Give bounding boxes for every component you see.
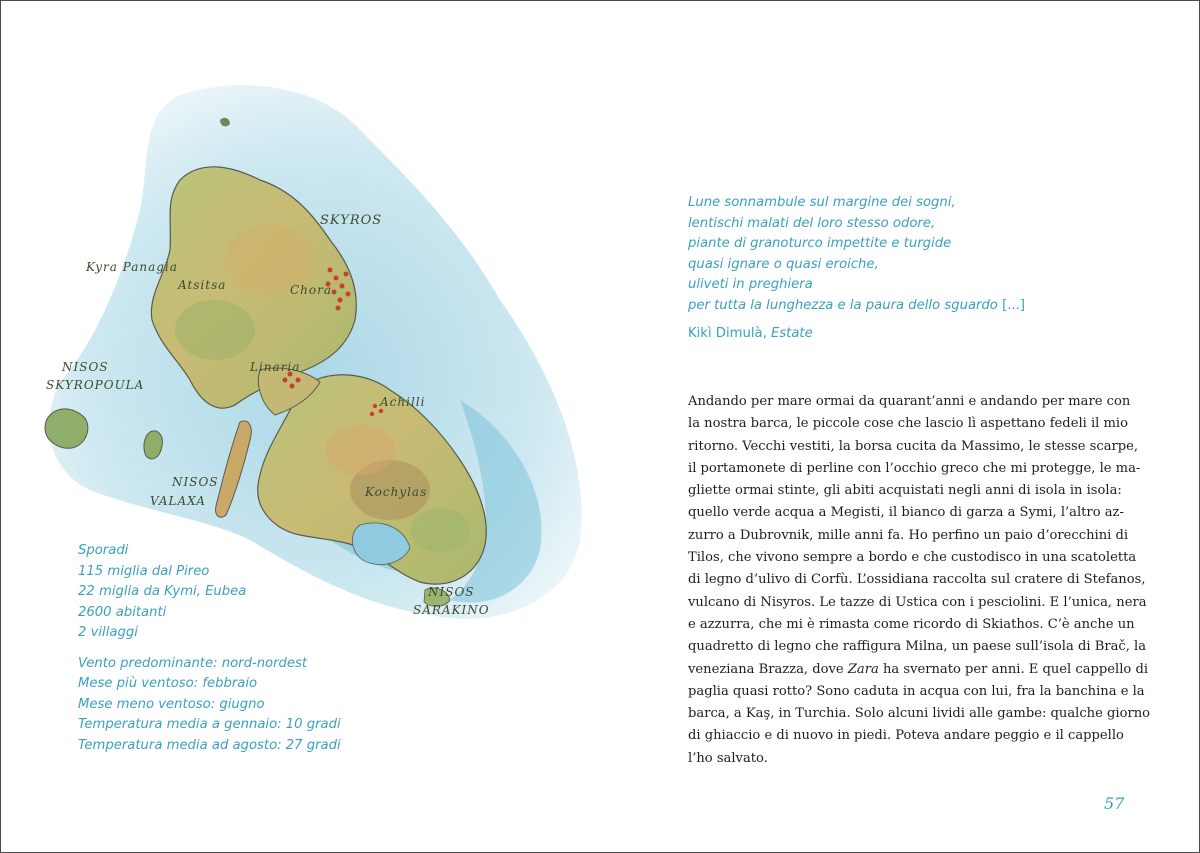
island-skyropoula [45, 409, 88, 448]
map-label-nisos-valaxa-2: VALAXA [150, 494, 206, 508]
poem-line: uliveti in preghiera [688, 277, 813, 293]
fact-line: 22 miglia da Kymi, Eubea [78, 584, 247, 599]
fact-line: Mese più ventoso: febbraio [78, 676, 258, 691]
map-label-chora: Chora [290, 283, 333, 297]
boat-name: Zara [847, 661, 879, 677]
body-line: Tilos, che vivono sempre a bordo e che custodisco in una scatoletta [688, 550, 1137, 566]
poem-line: lentischi malati del loro stesso odore, [688, 215, 936, 231]
fact-line: Temperatura media ad agosto: 27 gradi [78, 737, 341, 753]
body-line: la nostra barca, le piccole cose che lascio lì aspettano fedeli il mio [688, 416, 1129, 432]
body-line: quello verde acqua a Megisti, il bianco di garza a Symi, l’altro az- [688, 505, 1124, 521]
map-label-linaria: Linaria [250, 360, 301, 374]
map-label-kyra-panagia: Kyra Panagia [86, 260, 178, 274]
body-line: il portamonete di perline con l’occhio greco che mi protegge, le ma- [688, 460, 1141, 476]
fact-line: Temperatura media a gennaio: 10 gradi [78, 717, 341, 732]
poem-line-text: per tutta la lunghezza e la paura dello sguardo [688, 297, 998, 313]
body-line: gliette ormai stinte, gli abiti acquistati negli anni di isola in isola: [688, 483, 1122, 499]
map-label-skyros: SKYROS [320, 213, 383, 228]
body-text-run: veneziana Brazza, dove [688, 661, 848, 677]
poem-line: piante di granoturco impettite e turgide [688, 236, 952, 252]
facts-climate [78, 654, 498, 757]
fact-line: 2 villaggi [78, 625, 138, 640]
body-line: barca, a Kaş, in Turchia. Solo alcuni lividi alle gambe: qualche giorno [688, 706, 1151, 722]
map-label-nisos-skyropoula-2: SKYROPOULA [46, 378, 145, 392]
poem-epigraph [688, 193, 1138, 317]
body-line: paglia quasi rotto? Sono caduta in acqua con lui, fra la banchina e la [688, 683, 1145, 699]
facts-geography [78, 541, 498, 644]
fact-line: Mese meno ventoso: giugno [78, 696, 265, 712]
island-facts [78, 541, 498, 756]
poem-ellipsis: [...] [1002, 297, 1025, 313]
map-label-nisos-valaxa-1: NISOS [172, 475, 219, 489]
body-line: ritorno. Vecchi vestiti, la borsa cucita da Massimo, le stesse scarpe, [688, 438, 1139, 454]
body-line: di legno d’ulivo di Corfù. L’ossidiana raccolta sul cratere di Stefanos, [688, 572, 1146, 588]
body-line: Andando per mare ormai da quarant’anni e andando per mare con [688, 394, 1131, 409]
page-number: 57 [1104, 794, 1125, 813]
body-text [688, 391, 1151, 770]
poem-work-title: Estate [770, 326, 813, 341]
body-line: quadretto di legno che raffigura Milna, un paese sull’isola di Brač, la [688, 639, 1147, 655]
relief-green-1 [175, 300, 255, 360]
poem-line-last [688, 296, 1138, 317]
body-line: zurro a Dubrovnik, mille anni fa. Ho perfino un paio d’orecchini di [688, 527, 1129, 543]
map-label-atsitsa: Atsitsa [178, 278, 227, 292]
map-label-nisos-sarakino-2: SARAKINO [413, 603, 490, 617]
fact-line: 115 miglia dal Pireo [78, 563, 210, 579]
body-line: vulcano di Nisyros. Le tazze di Ustica con i pesciolini. E l’unica, nera [688, 594, 1147, 610]
map-label-nisos-sarakino-1: NISOS [428, 585, 475, 599]
poem-line: quasi ignare o quasi eroiche, [688, 256, 879, 272]
relief-ochre-2 [325, 425, 395, 475]
body-text-run: ha svernato per anni. E quel cappello di [878, 661, 1149, 677]
poem-line: Lune sonnambule sul margine dei sogni, [688, 195, 956, 210]
poem-author: Kikì Dimulà, [688, 326, 771, 341]
body-line-zara [688, 659, 1149, 681]
fact-line: 2600 abitanti [78, 604, 167, 620]
map-label-nisos-skyropoula-1: NISOS [62, 360, 109, 374]
poem-credit [688, 326, 813, 341]
body-line: di ghiaccio e di nuovo in piedi. Poteva andare peggio e il cappello [688, 728, 1124, 744]
map-label-achilli: Achilli [380, 395, 426, 409]
map-label-kochylas: Kochylas [365, 485, 428, 499]
fact-line: Vento predominante: nord-nordest [78, 655, 308, 671]
body-line: e azzurra, che mi è rimasta come ricordo di Skiathos. C’è anche un [688, 616, 1135, 632]
body-line: l’ho salvato. [688, 750, 768, 766]
fact-line: Sporadi [78, 543, 129, 558]
